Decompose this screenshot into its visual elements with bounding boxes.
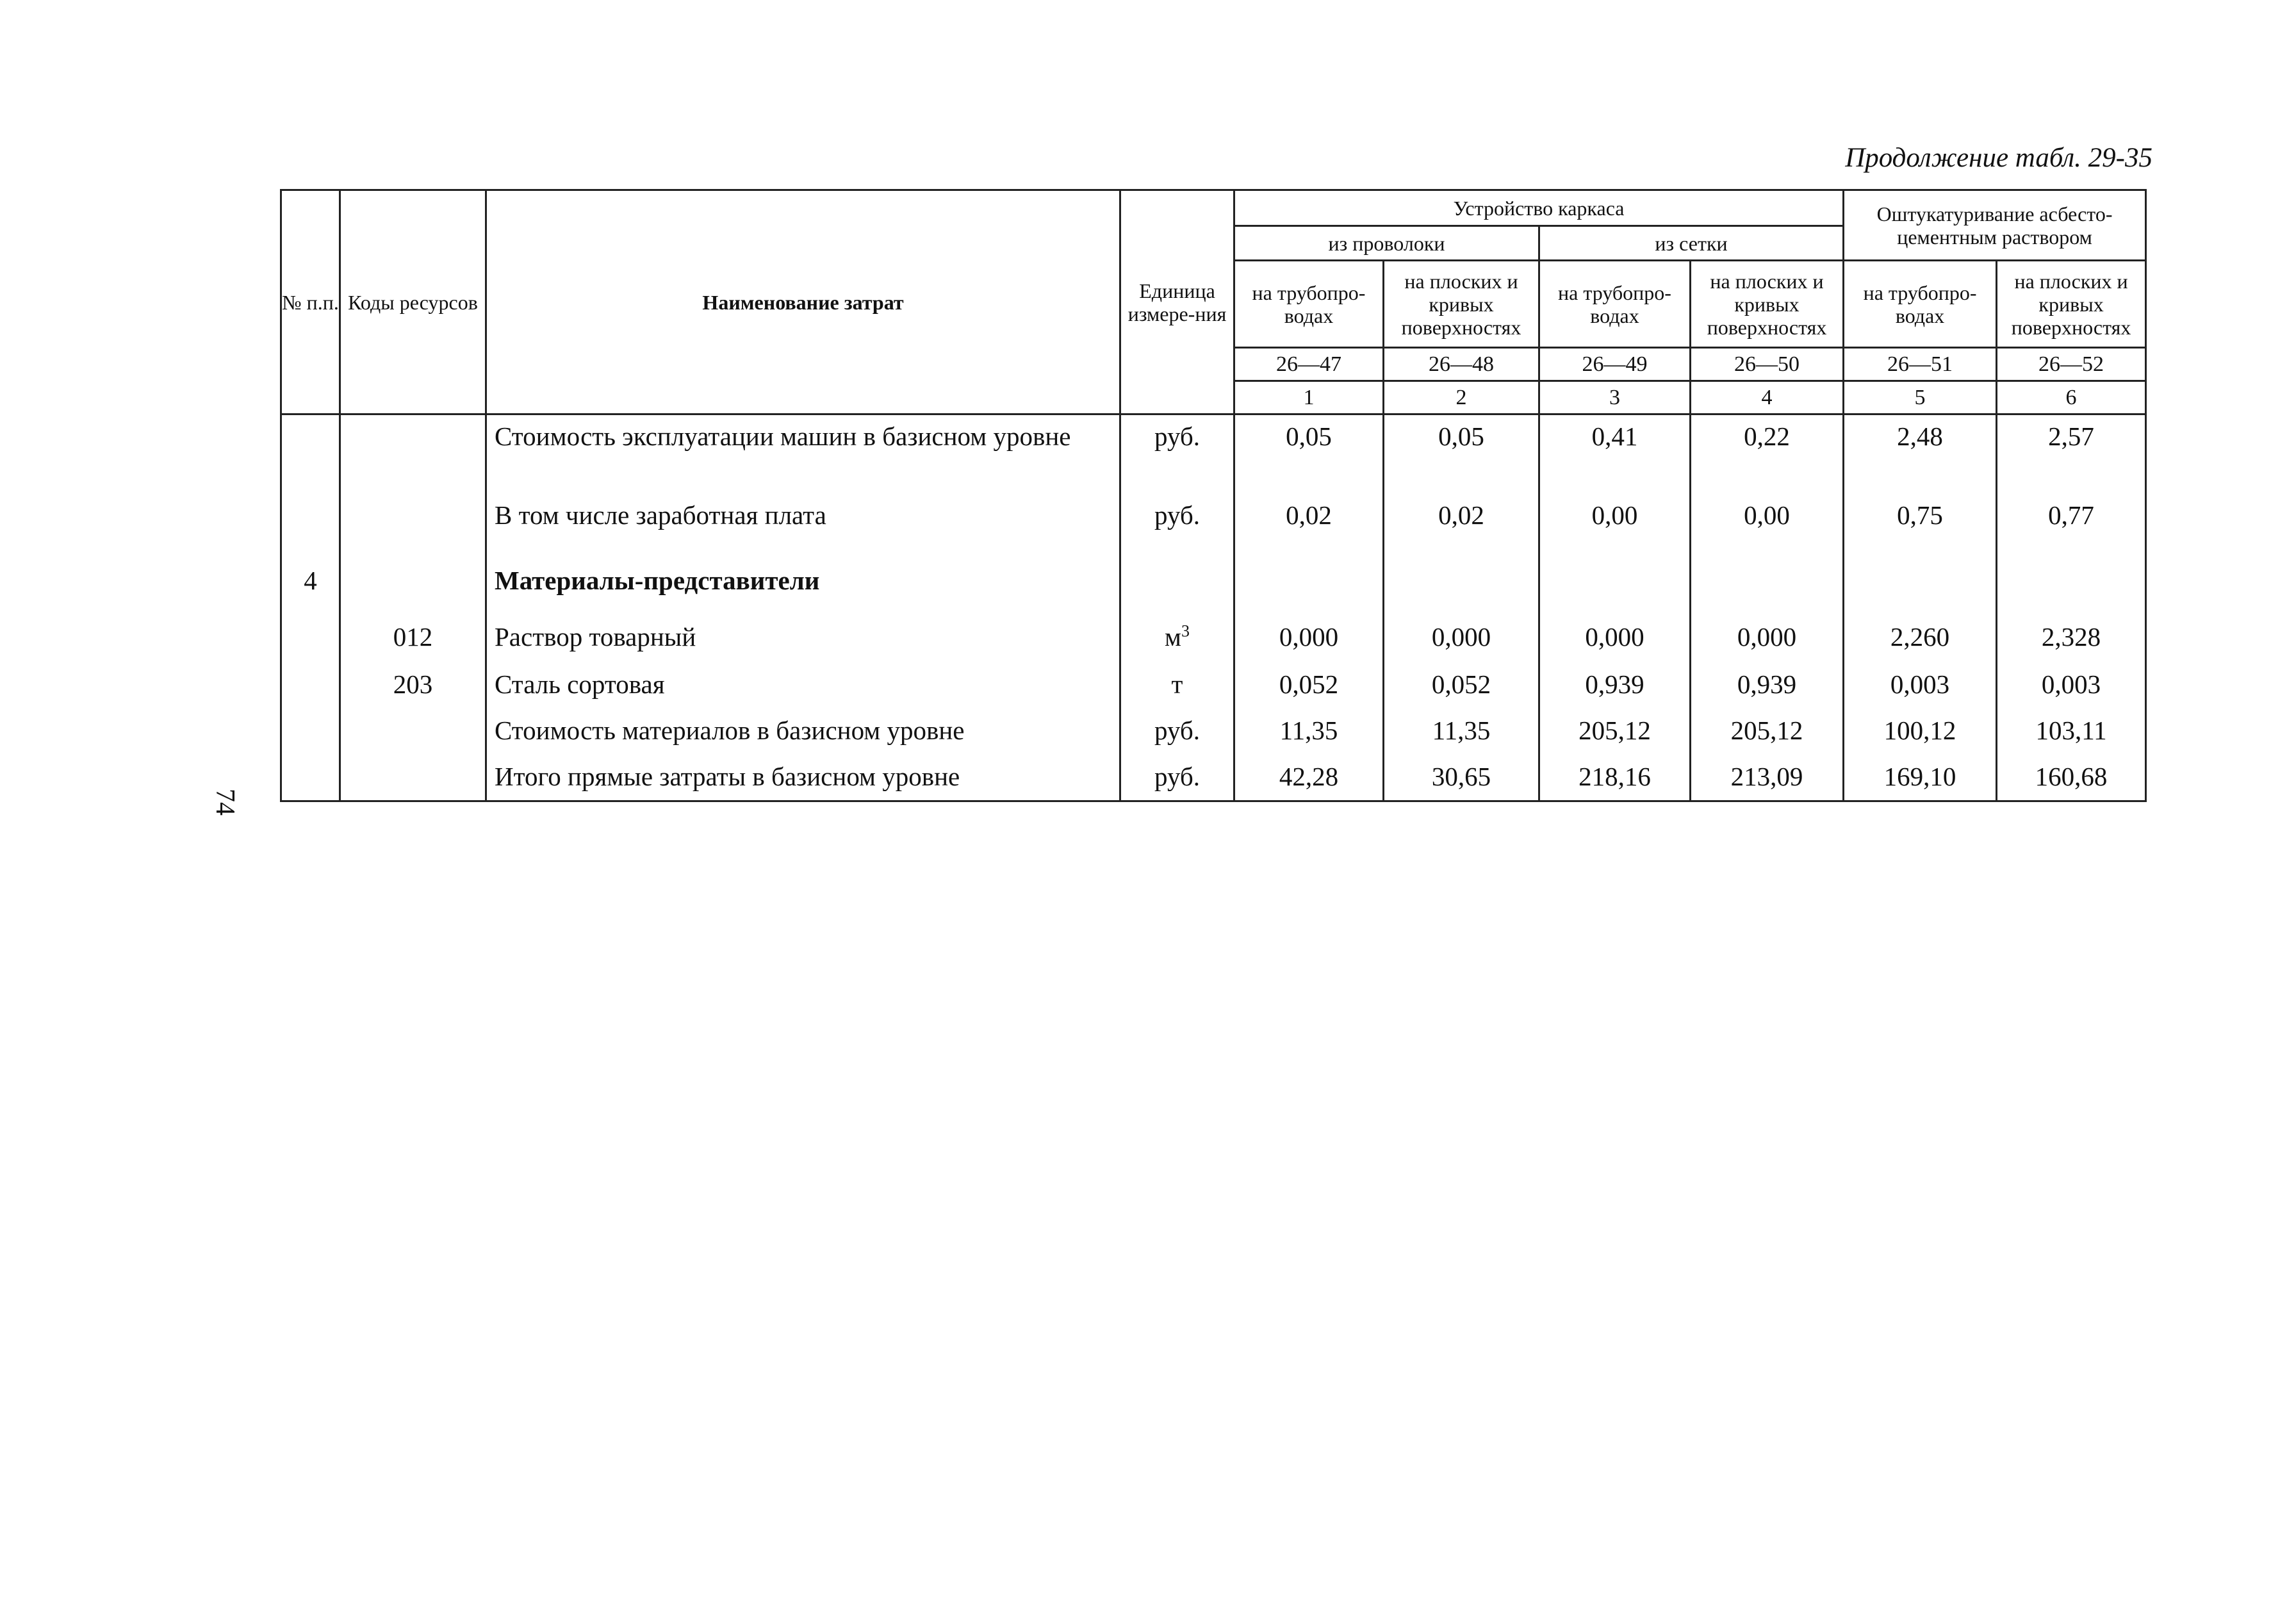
row-unit xyxy=(1120,616,1234,663)
row-value: 0,02 xyxy=(1234,494,1384,559)
row-value: 0,000 xyxy=(1234,616,1384,663)
row-unit: т xyxy=(1120,663,1234,709)
row-number xyxy=(281,414,340,494)
page-number: 74 xyxy=(210,789,240,816)
row-value: 42,28 xyxy=(1234,755,1384,801)
header-plastering: Оштукатуривание асбесто-цементным раствором xyxy=(1844,190,2146,261)
row-code xyxy=(340,559,486,616)
row-value xyxy=(1234,559,1384,616)
header-unit: Единица измере-ния xyxy=(1120,190,1234,414)
unit-text: м xyxy=(1165,621,1181,652)
row-value: 0,00 xyxy=(1539,494,1691,559)
row-value: 0,003 xyxy=(1844,663,1997,709)
row-value: 0,05 xyxy=(1384,414,1539,494)
header-on-surfaces: на плоских и кривых поверхностях xyxy=(1997,261,2146,348)
row-value: 0,22 xyxy=(1691,414,1844,494)
row-value: 0,41 xyxy=(1539,414,1691,494)
row-value: 2,57 xyxy=(1997,414,2146,494)
row-unit: руб. xyxy=(1120,709,1234,755)
row-value: 0,05 xyxy=(1234,414,1384,494)
header-frame-installation: Устройство каркаса xyxy=(1234,190,1844,226)
header-on-pipes: на трубопро-водах xyxy=(1844,261,1997,348)
row-unit: руб. xyxy=(1120,414,1234,494)
header-column-number: 4 xyxy=(1691,381,1844,414)
row-number xyxy=(281,616,340,663)
row-value: 2,328 xyxy=(1997,616,2146,663)
row-value: 0,75 xyxy=(1844,494,1997,559)
row-number xyxy=(281,755,340,801)
header-code-cell: 26—47 xyxy=(1234,348,1384,381)
row-value xyxy=(1539,559,1691,616)
header-code-cell: 26—48 xyxy=(1384,348,1539,381)
row-number xyxy=(281,494,340,559)
row-value: 0,77 xyxy=(1997,494,2146,559)
row-value: 0,00 xyxy=(1691,494,1844,559)
row-value: 0,000 xyxy=(1691,616,1844,663)
row-value: 0,052 xyxy=(1234,663,1384,709)
row-code xyxy=(340,414,486,494)
row-code xyxy=(340,755,486,801)
cost-table xyxy=(280,189,2147,802)
row-name: Итого прямые затраты в базисном уровне xyxy=(486,755,1120,801)
table-row xyxy=(281,709,2146,755)
row-unit: руб. xyxy=(1120,494,1234,559)
row-number xyxy=(281,663,340,709)
header-column-number: 1 xyxy=(1234,381,1384,414)
row-name: Раствор товарный xyxy=(486,616,1120,663)
header-code-cell: 26—52 xyxy=(1997,348,2146,381)
row-value: 2,260 xyxy=(1844,616,1997,663)
row-number: 4 xyxy=(281,559,340,616)
row-value: 218,16 xyxy=(1539,755,1691,801)
header-column-number: 5 xyxy=(1844,381,1997,414)
unit-exponent: 3 xyxy=(1181,621,1190,640)
row-name: Стоимость эксплуатации машин в базисном уровне xyxy=(486,414,1120,494)
row-value xyxy=(1997,559,2146,616)
header-on-pipes: на трубопро-водах xyxy=(1539,261,1691,348)
row-value xyxy=(1384,559,1539,616)
row-value: 0,02 xyxy=(1384,494,1539,559)
header-from-wire: из проволоки xyxy=(1234,226,1539,261)
row-value: 160,68 xyxy=(1997,755,2146,801)
header-cost-name: Наименование затрат xyxy=(486,190,1120,414)
header-number: № п.п. xyxy=(281,190,340,414)
row-value: 0,000 xyxy=(1384,616,1539,663)
header-on-surfaces: на плоских и кривых поверхностях xyxy=(1691,261,1844,348)
row-unit: руб. xyxy=(1120,755,1234,801)
header-resource-codes: Коды ресурсов xyxy=(340,190,486,414)
row-value: 11,35 xyxy=(1234,709,1384,755)
row-value: 0,003 xyxy=(1997,663,2146,709)
row-value: 0,939 xyxy=(1539,663,1691,709)
table-row xyxy=(281,414,2146,494)
row-value: 30,65 xyxy=(1384,755,1539,801)
header-code-cell: 26—50 xyxy=(1691,348,1844,381)
header-column-number: 3 xyxy=(1539,381,1691,414)
row-value xyxy=(1844,559,1997,616)
header-on-pipes: на трубопро-водах xyxy=(1234,261,1384,348)
row-unit xyxy=(1120,559,1234,616)
row-value: 205,12 xyxy=(1691,709,1844,755)
row-value: 0,000 xyxy=(1539,616,1691,663)
header-code-cell: 26—51 xyxy=(1844,348,1997,381)
table-row xyxy=(281,559,2146,616)
row-value: 2,48 xyxy=(1844,414,1997,494)
row-value xyxy=(1691,559,1844,616)
row-value: 169,10 xyxy=(1844,755,1997,801)
table-row xyxy=(281,663,2146,709)
header-column-number: 6 xyxy=(1997,381,2146,414)
table-header xyxy=(281,190,2146,414)
header-on-surfaces: на плоских и кривых поверхностях xyxy=(1384,261,1539,348)
row-code: 012 xyxy=(340,616,486,663)
row-name: Сталь сортовая xyxy=(486,663,1120,709)
table-row xyxy=(281,494,2146,559)
header-code-cell: 26—49 xyxy=(1539,348,1691,381)
row-value: 205,12 xyxy=(1539,709,1691,755)
row-code xyxy=(340,709,486,755)
row-value: 103,11 xyxy=(1997,709,2146,755)
row-value: 213,09 xyxy=(1691,755,1844,801)
row-code xyxy=(340,494,486,559)
row-code: 203 xyxy=(340,663,486,709)
table-body xyxy=(281,414,2146,801)
row-name: Стоимость материалов в базисном уровне xyxy=(486,709,1120,755)
table-caption: Продолжение табл. 29-35 xyxy=(1845,143,2152,173)
header-from-mesh: из сетки xyxy=(1539,226,1844,261)
row-value: 100,12 xyxy=(1844,709,1997,755)
row-name: Материалы-представители xyxy=(486,559,1120,616)
table-row xyxy=(281,616,2146,663)
row-number xyxy=(281,709,340,755)
row-value: 11,35 xyxy=(1384,709,1539,755)
row-value: 0,939 xyxy=(1691,663,1844,709)
row-value: 0,052 xyxy=(1384,663,1539,709)
header-column-number: 2 xyxy=(1384,381,1539,414)
row-name: В том числе заработная плата xyxy=(486,494,1120,559)
table-row xyxy=(281,755,2146,801)
